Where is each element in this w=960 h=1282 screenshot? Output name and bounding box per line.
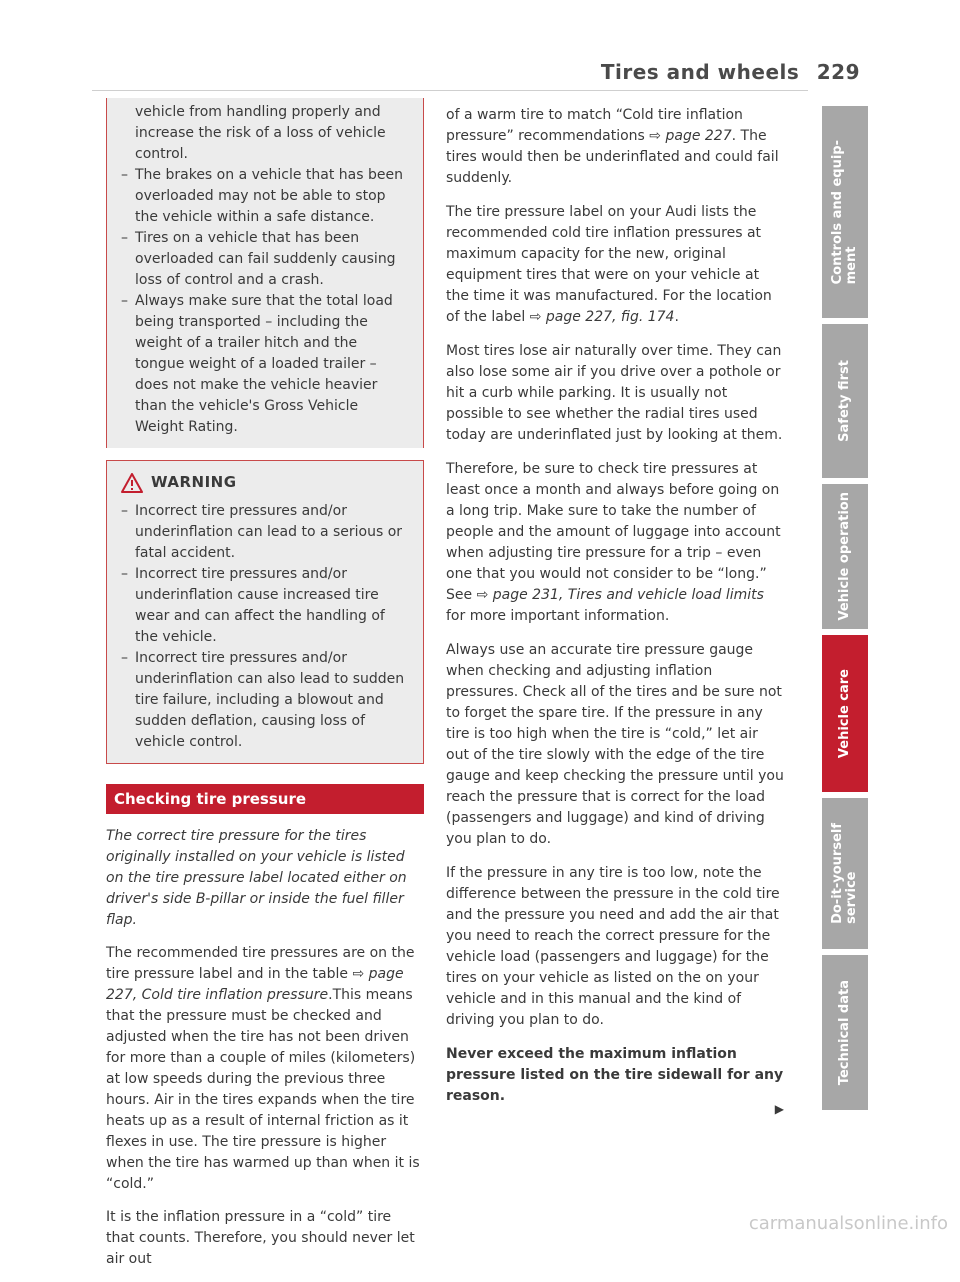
paragraph xyxy=(106,943,424,1195)
tab-safety-first[interactable] xyxy=(822,324,868,478)
tab-label: Vehicle care xyxy=(837,668,852,759)
paragraph: Most tires lose air naturally over time. They can also lose some air if you drive over a pothole or hit a curb while parking. It is usually not possible to see whether the radial tires used today are underinflated just by looking at them. xyxy=(446,343,783,443)
section-title: Tires and wheels xyxy=(600,60,800,84)
tab-label: Safety first xyxy=(837,360,852,442)
tab-technical-data[interactable] xyxy=(822,955,868,1110)
tab-vehicle-care[interactable] xyxy=(822,635,868,792)
bold-paragraph: Never exceed the maximum inflation pressure listed on the tire sidewall for any reason. xyxy=(446,1046,784,1104)
list-item: – Incorrect tire pressures and/or underinflation can also lead to sudden tire failure, including a blowout and sudden deflation, causing loss of vehicle control. xyxy=(121,648,409,753)
warning-title: WARNING xyxy=(151,473,237,491)
paragraph-text: .This means that the pressure must be checked and adjusted when the tire has not been driven for more than a couple of miles (kilometers) at low speeds during the previous three hours. Air in the tires expands when the tire heats up as a result of internal friction as it flexes in use. The tire pressure is higher when the tire has warmed up than when it is “cold.” xyxy=(106,987,420,1192)
paragraph-text: Therefore, be sure to check tire pressures at least once a month and always before going on a long trip. Make sure to take the number of people and the amount of luggage into account when adjusting tire pressure for a trip – even one that you would not consider to be “long.” See xyxy=(446,461,781,603)
paragraph-text: The tire pressure label on your Audi lists the recommended cold tire inflation pressures at maximum capacity for the new, original equipment tires that were on your vehicle at the time it was manufactured. For the location of the label xyxy=(446,204,772,325)
header-divider xyxy=(92,90,808,91)
continue-arrow-icon: ▶ xyxy=(774,1102,784,1116)
paragraph-text: for more important information. xyxy=(446,608,670,624)
paragraph xyxy=(446,202,784,328)
note-list xyxy=(121,165,409,438)
section-intro: The correct tire pressure for the tires originally installed on your vehicle is listed on the tire pressure label located either on driver's side B-pillar or inside the fuel filler flap. xyxy=(106,828,407,928)
running-header xyxy=(601,60,860,84)
section-heading: Checking tire pressure xyxy=(106,784,424,814)
warning-list xyxy=(121,501,409,753)
tab-vehicle-operation[interactable] xyxy=(822,484,868,629)
tab-controls-and-equipment[interactable] xyxy=(822,106,868,318)
tab-label: Technical data xyxy=(837,979,852,1086)
paragraph xyxy=(446,105,784,189)
paragraph-text: The recommended tire pressures are on the tire pressure label and in the table xyxy=(106,945,415,982)
left-column xyxy=(106,98,424,1282)
page-reference-link[interactable]: ⇨ page 227, fig. 174 xyxy=(529,309,675,325)
warning-triangle-icon xyxy=(121,473,143,493)
paragraph xyxy=(446,459,784,627)
list-item: – The brakes on a vehicle that has been overloaded may not be able to stop the vehicle within a safe distance. xyxy=(121,165,409,228)
note-box xyxy=(106,98,424,448)
list-item: – Tires on a vehicle that has been overloaded can fail suddenly causing loss of control and a crash. xyxy=(121,228,409,291)
right-column xyxy=(446,105,784,1120)
list-item: – Always make sure that the total load being transported – including the weight of a trailer hitch and the tongue weight of a loaded trailer – does not make the vehicle heavier than the vehicle's Gross Vehicle Weight Rating. xyxy=(121,291,409,438)
list-item: – Incorrect tire pressures and/or underinflation cause increased tire wear and can affect the handling of the vehicle. xyxy=(121,564,409,648)
paragraph-text: . The tires would then be underinflated and could fail suddenly. xyxy=(446,128,779,186)
paragraph-text: . xyxy=(674,309,679,325)
tab-label: Vehicle operation xyxy=(837,492,852,621)
tab-label: Controls and equip- ment xyxy=(830,139,859,285)
warning-header xyxy=(121,472,409,493)
tab-do-it-yourself-service[interactable] xyxy=(822,798,868,949)
page-reference-link[interactable]: ⇨ page 227, Cold tire inflation pressure xyxy=(106,966,404,1003)
watermark: carmanualsonline.info xyxy=(748,1213,948,1234)
page-reference-link[interactable]: ⇨ page 227 xyxy=(649,128,732,144)
page-number: 229 xyxy=(816,60,860,84)
paragraph-text: of a warm tire to match “Cold tire inflation pressure” recommendations xyxy=(446,107,743,144)
note-continuation: vehicle from handling properly and increase the risk of a loss of vehicle control. xyxy=(135,104,386,162)
list-item: – Incorrect tire pressures and/or underinflation can lead to a serious or fatal accident. xyxy=(121,501,409,564)
tab-label: Do-it-yourself service xyxy=(830,823,859,924)
paragraph: Always use an accurate tire pressure gauge when checking and adjusting inflation pressures. Check all of the tires and be sure not to forget the spare tire. If the pressure in any tire is too high when the tire is “cold,” let air out of the tire slowly with the edge of the tire gauge and keep checking the pressure until you reach the pressure that is correct for the load (passengers and luggage) and kind of driving you plan to do. xyxy=(446,642,784,847)
paragraph: It is the inflation pressure in a “cold” tire that counts. Therefore, you should never let air out xyxy=(106,1209,415,1267)
warning-box xyxy=(106,460,424,764)
paragraph: If the pressure in any tire is too low, note the difference between the pressure in the cold tire and the pressure you need and add the air that you need to reach the correct pressure for the vehicle load (passengers and luggage) for the tires on your vehicle as listed on the on your vehicle and in this manual and the kind of driving you plan to do. xyxy=(446,865,780,1028)
page-reference-link[interactable]: ⇨ page 231, Tires and vehicle load limits xyxy=(476,587,764,603)
